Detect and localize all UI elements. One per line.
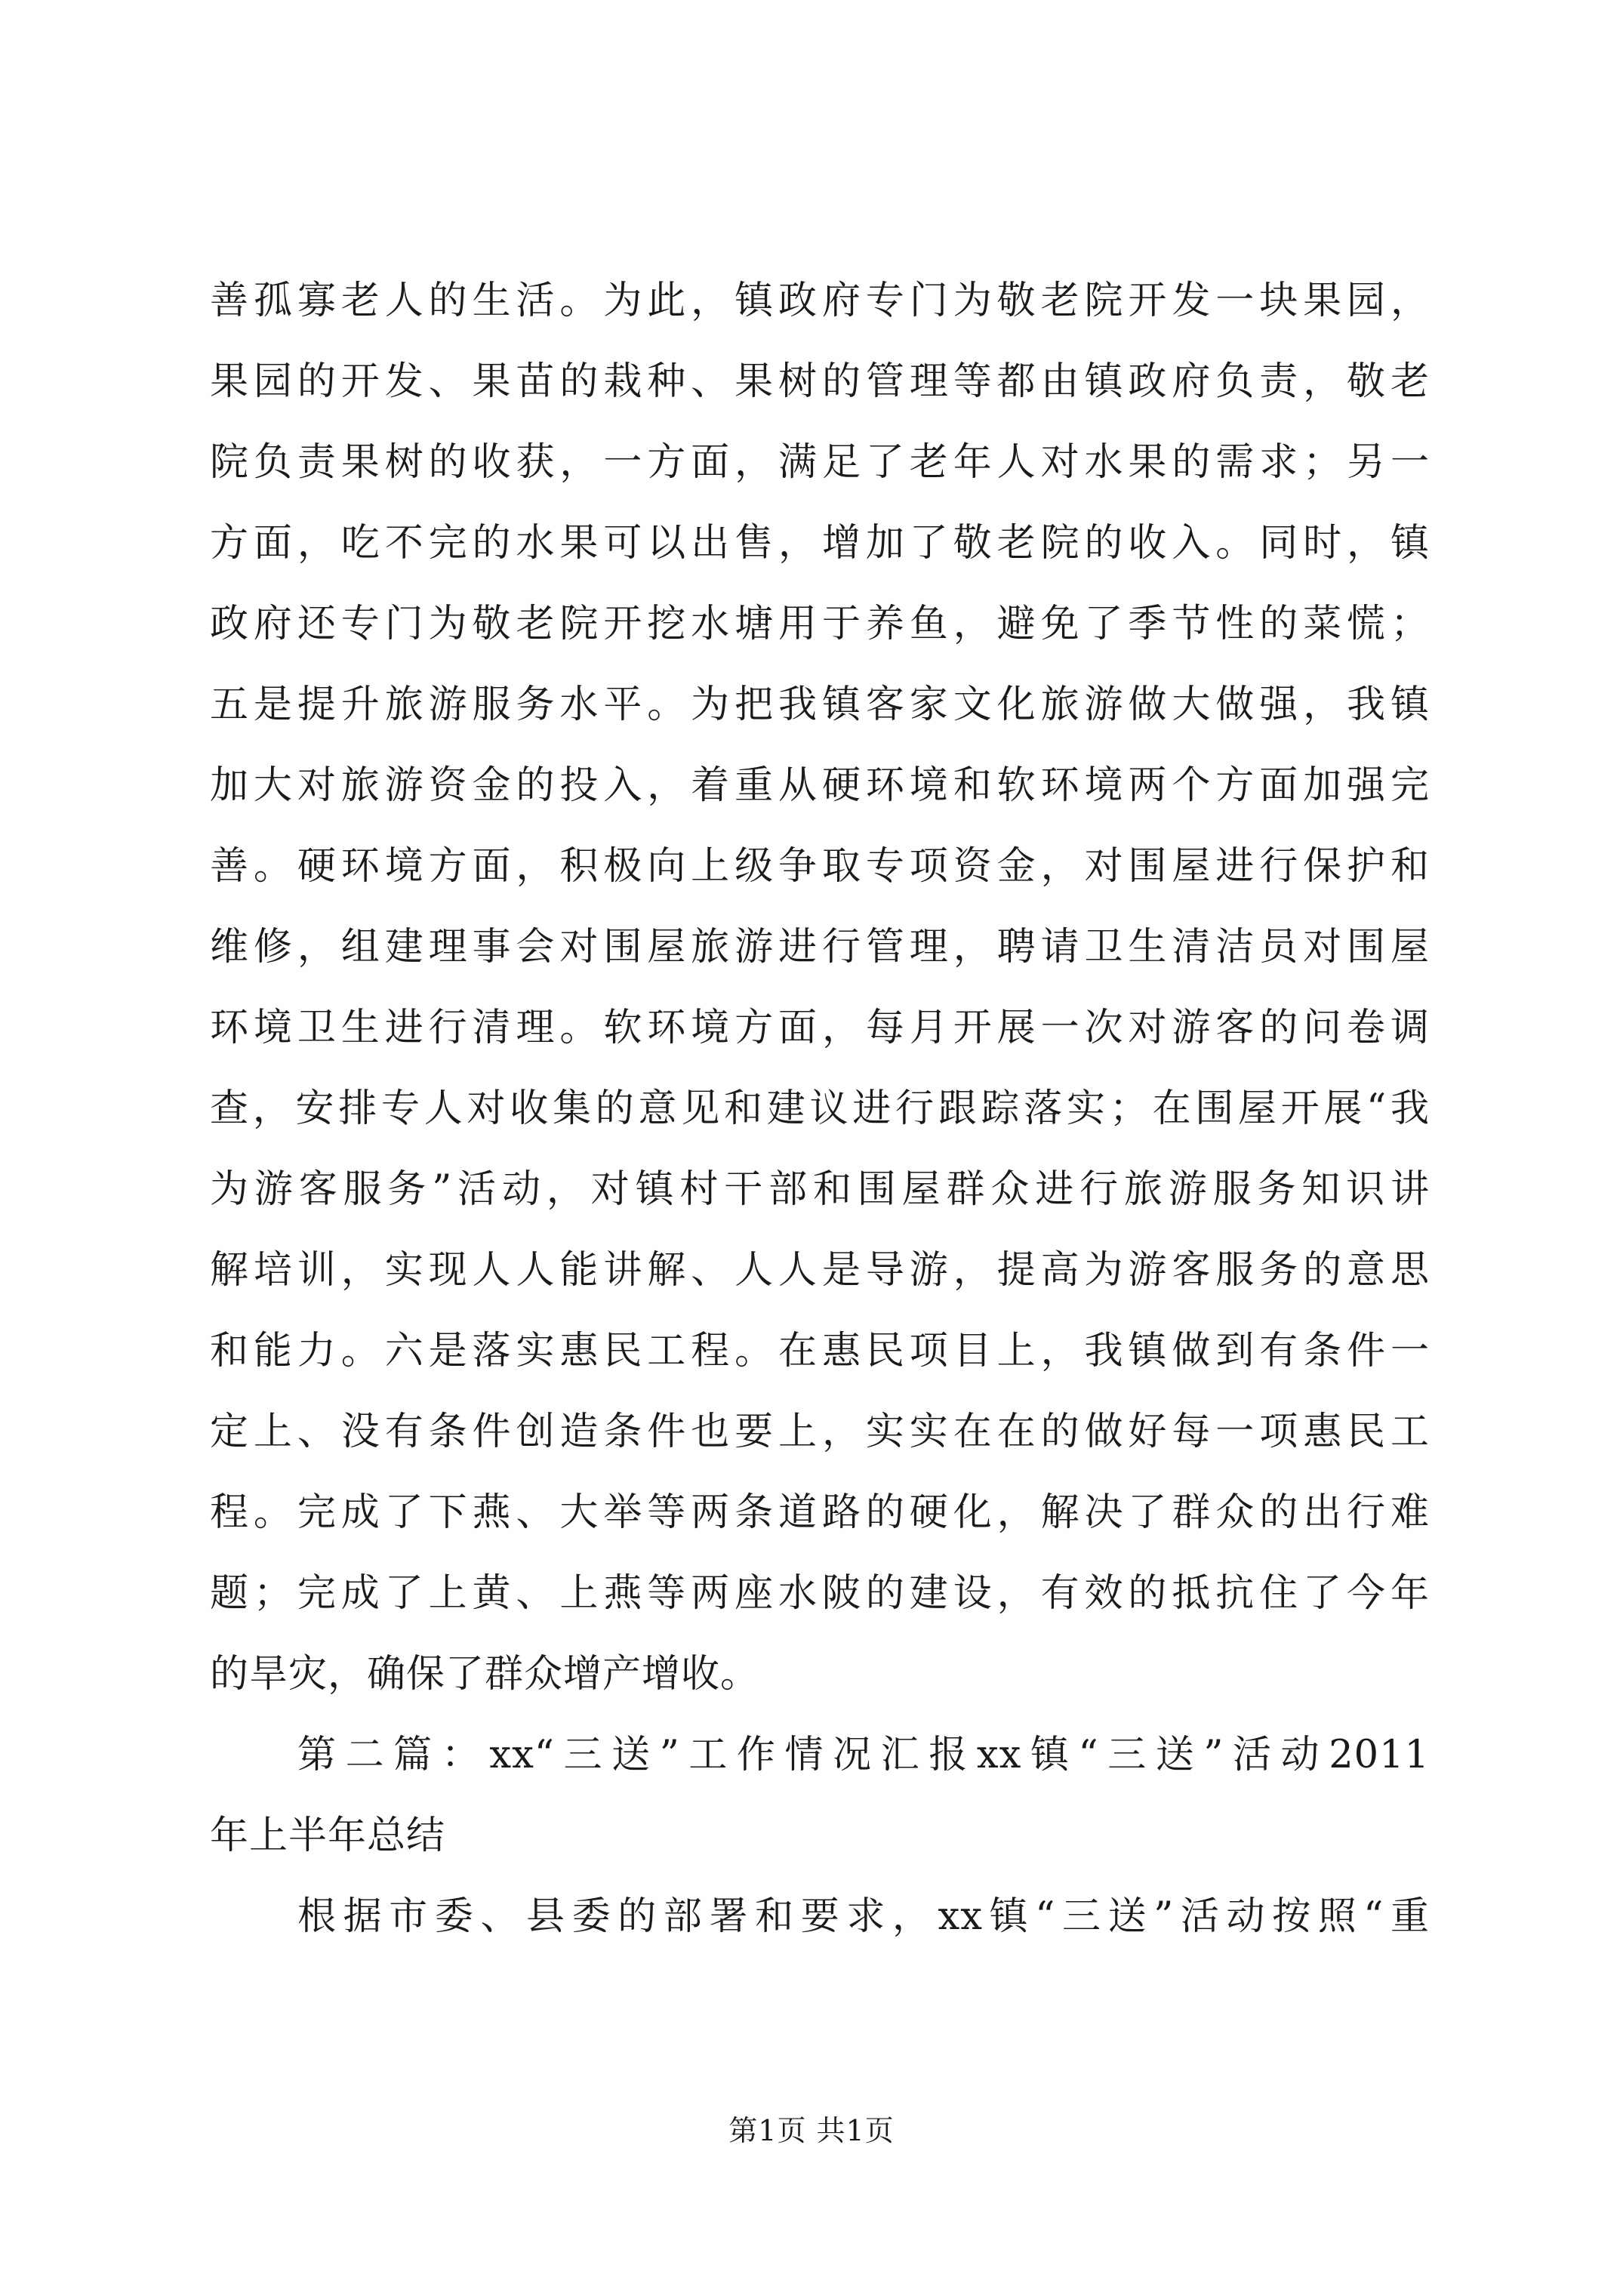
paragraph-line: 程。完成了下燕、大举等两条道路的硬化，解决了群众的出行难 <box>210 1490 1430 1535</box>
paragraph-first-line: 根据市委、县委的部署和要求，xx镇“三送”活动按照“重 <box>297 1894 1430 1939</box>
page-footer: 第1页 共1页 <box>728 2114 895 2147</box>
paragraph-line: 善。硬环境方面，积极向上级争取专项资金，对围屋进行保护和 <box>210 844 1430 889</box>
paragraph-line: 和能力。六是落实惠民工程。在惠民项目上，我镇做到有条件一 <box>210 1329 1430 1373</box>
paragraph-line: 果园的开发、果苗的栽种、果树的管理等都由镇政府负责，敬老 <box>210 359 1430 404</box>
paragraph-line: 方面，吃不完的水果可以出售，增加了敬老院的收入。同时，镇 <box>210 521 1430 566</box>
paragraph-line: 解培训，实现人人能讲解、人人是导游，提高为游客服务的意思 <box>210 1248 1430 1293</box>
section-heading-line: 年上半年总结 <box>210 1814 446 1858</box>
paragraph-line: 题；完成了上黄、上燕等两座水陂的建设，有效的抵抗住了今年 <box>210 1571 1430 1616</box>
paragraph-line: 查，安排专人对收集的意见和建议进行跟踪落实；在围屋开展“我 <box>210 1086 1430 1131</box>
paragraph-line: 定上、没有条件创造条件也要上，实实在在的做好每一项惠民工 <box>210 1410 1430 1454</box>
paragraph-line: 院负责果树的收获，一方面，满足了老年人对水果的需求；另一 <box>210 440 1430 485</box>
section-heading-line: 第二篇：xx“三送”工作情况汇报xx镇“三送”活动2011 <box>297 1733 1430 1777</box>
paragraph-line: 维修，组建理事会对围屋旅游进行管理，聘请卫生清洁员对围屋 <box>210 925 1430 969</box>
document-body <box>210 260 1430 1957</box>
paragraph-line: 环境卫生进行清理。软环境方面，每月开展一次对游客的问卷调 <box>210 1006 1430 1050</box>
paragraph-line: 善孤寡老人的生活。为此，镇政府专门为敬老院开发一块果园， <box>210 279 1430 323</box>
paragraph-line: 为游客服务”活动，对镇村干部和围屋群众进行旅游服务知识讲 <box>210 1167 1430 1212</box>
paragraph-line: 五是提升旅游服务水平。为把我镇客家文化旅游做大做强，我镇 <box>210 683 1430 727</box>
paragraph-line: 政府还专门为敬老院开挖水塘用于养鱼，避免了季节性的菜慌； <box>210 602 1430 646</box>
paragraph-line-last: 的旱灾，确保了群众增产增收。 <box>210 1652 760 1697</box>
paragraph-line: 加大对旅游资金的投入，着重从硬环境和软环境两个方面加强完 <box>210 763 1430 808</box>
